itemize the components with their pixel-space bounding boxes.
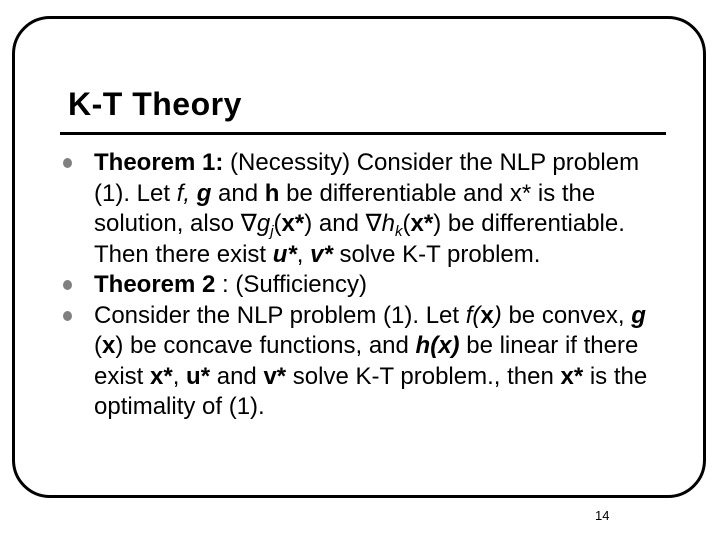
nabla-symbol: ∇ (240, 210, 257, 237)
nabla-symbol: ∇ (365, 210, 382, 237)
bullet-theorem-2: Theorem 2 : (Sufficiency) (94, 270, 674, 301)
page-number: 14 (595, 508, 610, 523)
bullet-dot-icon (63, 311, 72, 321)
bullet-dot-icon (63, 158, 72, 168)
bullet-dot-icon (63, 280, 72, 290)
slide-title: K-T Theory (68, 86, 242, 122)
bullet-sufficiency-statement: Consider the NLP problem (1). Let f(x) be convex, g (x) be concave functions, and h(x) be linear if there exist x*, u* and v* solve K-T problem., then x* is the optimality of (1). (94, 301, 674, 423)
theorem-1-label: Theorem 1: (94, 149, 224, 176)
theorem-2-label: Theorem 2 (94, 271, 216, 298)
title-underline (60, 132, 666, 135)
bullet-list (94, 148, 674, 423)
bullet-theorem-1: Theorem 1: (Necessity) Consider the NLP problem (1). Let f, g and h be differentiable and x* is the solution, also $\nabla g_j(x*)$ and $\nabla h_k(x*)$ be differentiable. Then there exist u*, v* solve K-T problem. (94, 148, 674, 270)
